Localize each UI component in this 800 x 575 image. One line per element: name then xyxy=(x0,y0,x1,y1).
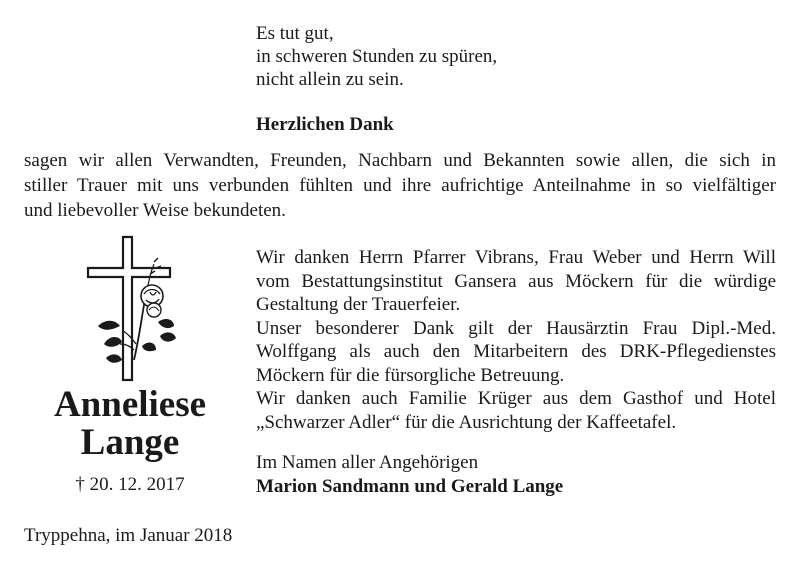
poem-line: Es tut gut, xyxy=(256,23,334,44)
signoff-names: Marion Sandmann und Gerald Lange xyxy=(256,475,564,497)
acknowledgements-paragraph xyxy=(256,246,776,434)
poem xyxy=(256,22,497,91)
signoff-on-behalf: Im Namen aller Angehörigen xyxy=(256,452,479,473)
place-and-date: Tryppehna, im Januar 2018 xyxy=(24,525,233,546)
deceased-name xyxy=(30,386,230,462)
body-line: Wir danken Herrn Pfarrer Vibrans, Frau Weber und Herrn Will xyxy=(256,247,776,268)
intro-paragraph xyxy=(24,148,776,223)
signoff xyxy=(256,451,563,498)
body-line: „Schwarzer Adler“ für die Ausrichtung der Kaffeetafel. xyxy=(256,411,677,433)
body-line: vom Bestattungsinstitut Gansera aus Möckern für die würdige xyxy=(256,270,776,292)
deceased-first-name: Anneliese xyxy=(53,384,207,425)
cross-with-rose-icon xyxy=(84,234,180,384)
body-line: Unser besonderer Dank gilt der Hausärztin Frau Dipl.-Med. xyxy=(256,317,776,339)
body-line: Wolffgang als auch den Mitarbeitern des DRK-Pflegedienstes xyxy=(256,341,776,362)
body-line: Gestaltung der Trauerfeier. xyxy=(256,294,461,315)
body-line: Wir danken auch Familie Krüger aus dem Gasthof und Hotel xyxy=(256,388,776,409)
intro-line: und liebevoller Weise bekundeten. xyxy=(24,200,286,221)
death-date: † 20. 12. 2017 xyxy=(75,474,185,495)
body-line: Möckern für die fürsorgliche Betreuung. xyxy=(256,364,565,386)
intro-line: sagen wir allen Verwandten, Freunden, Nachbarn und Bekannten sowie allen, die sich in xyxy=(24,150,776,171)
thanks-heading: Herzlichen Dank xyxy=(256,114,394,135)
deceased-last-name: Lange xyxy=(80,422,180,463)
poem-line: in schweren Stunden zu spüren, xyxy=(256,46,498,67)
intro-line: stiller Trauer mit uns verbunden fühlten und ihre aufrichtige Anteilnahme in so vielfältiger xyxy=(24,175,776,196)
poem-line: nicht allein zu sein. xyxy=(256,69,404,90)
